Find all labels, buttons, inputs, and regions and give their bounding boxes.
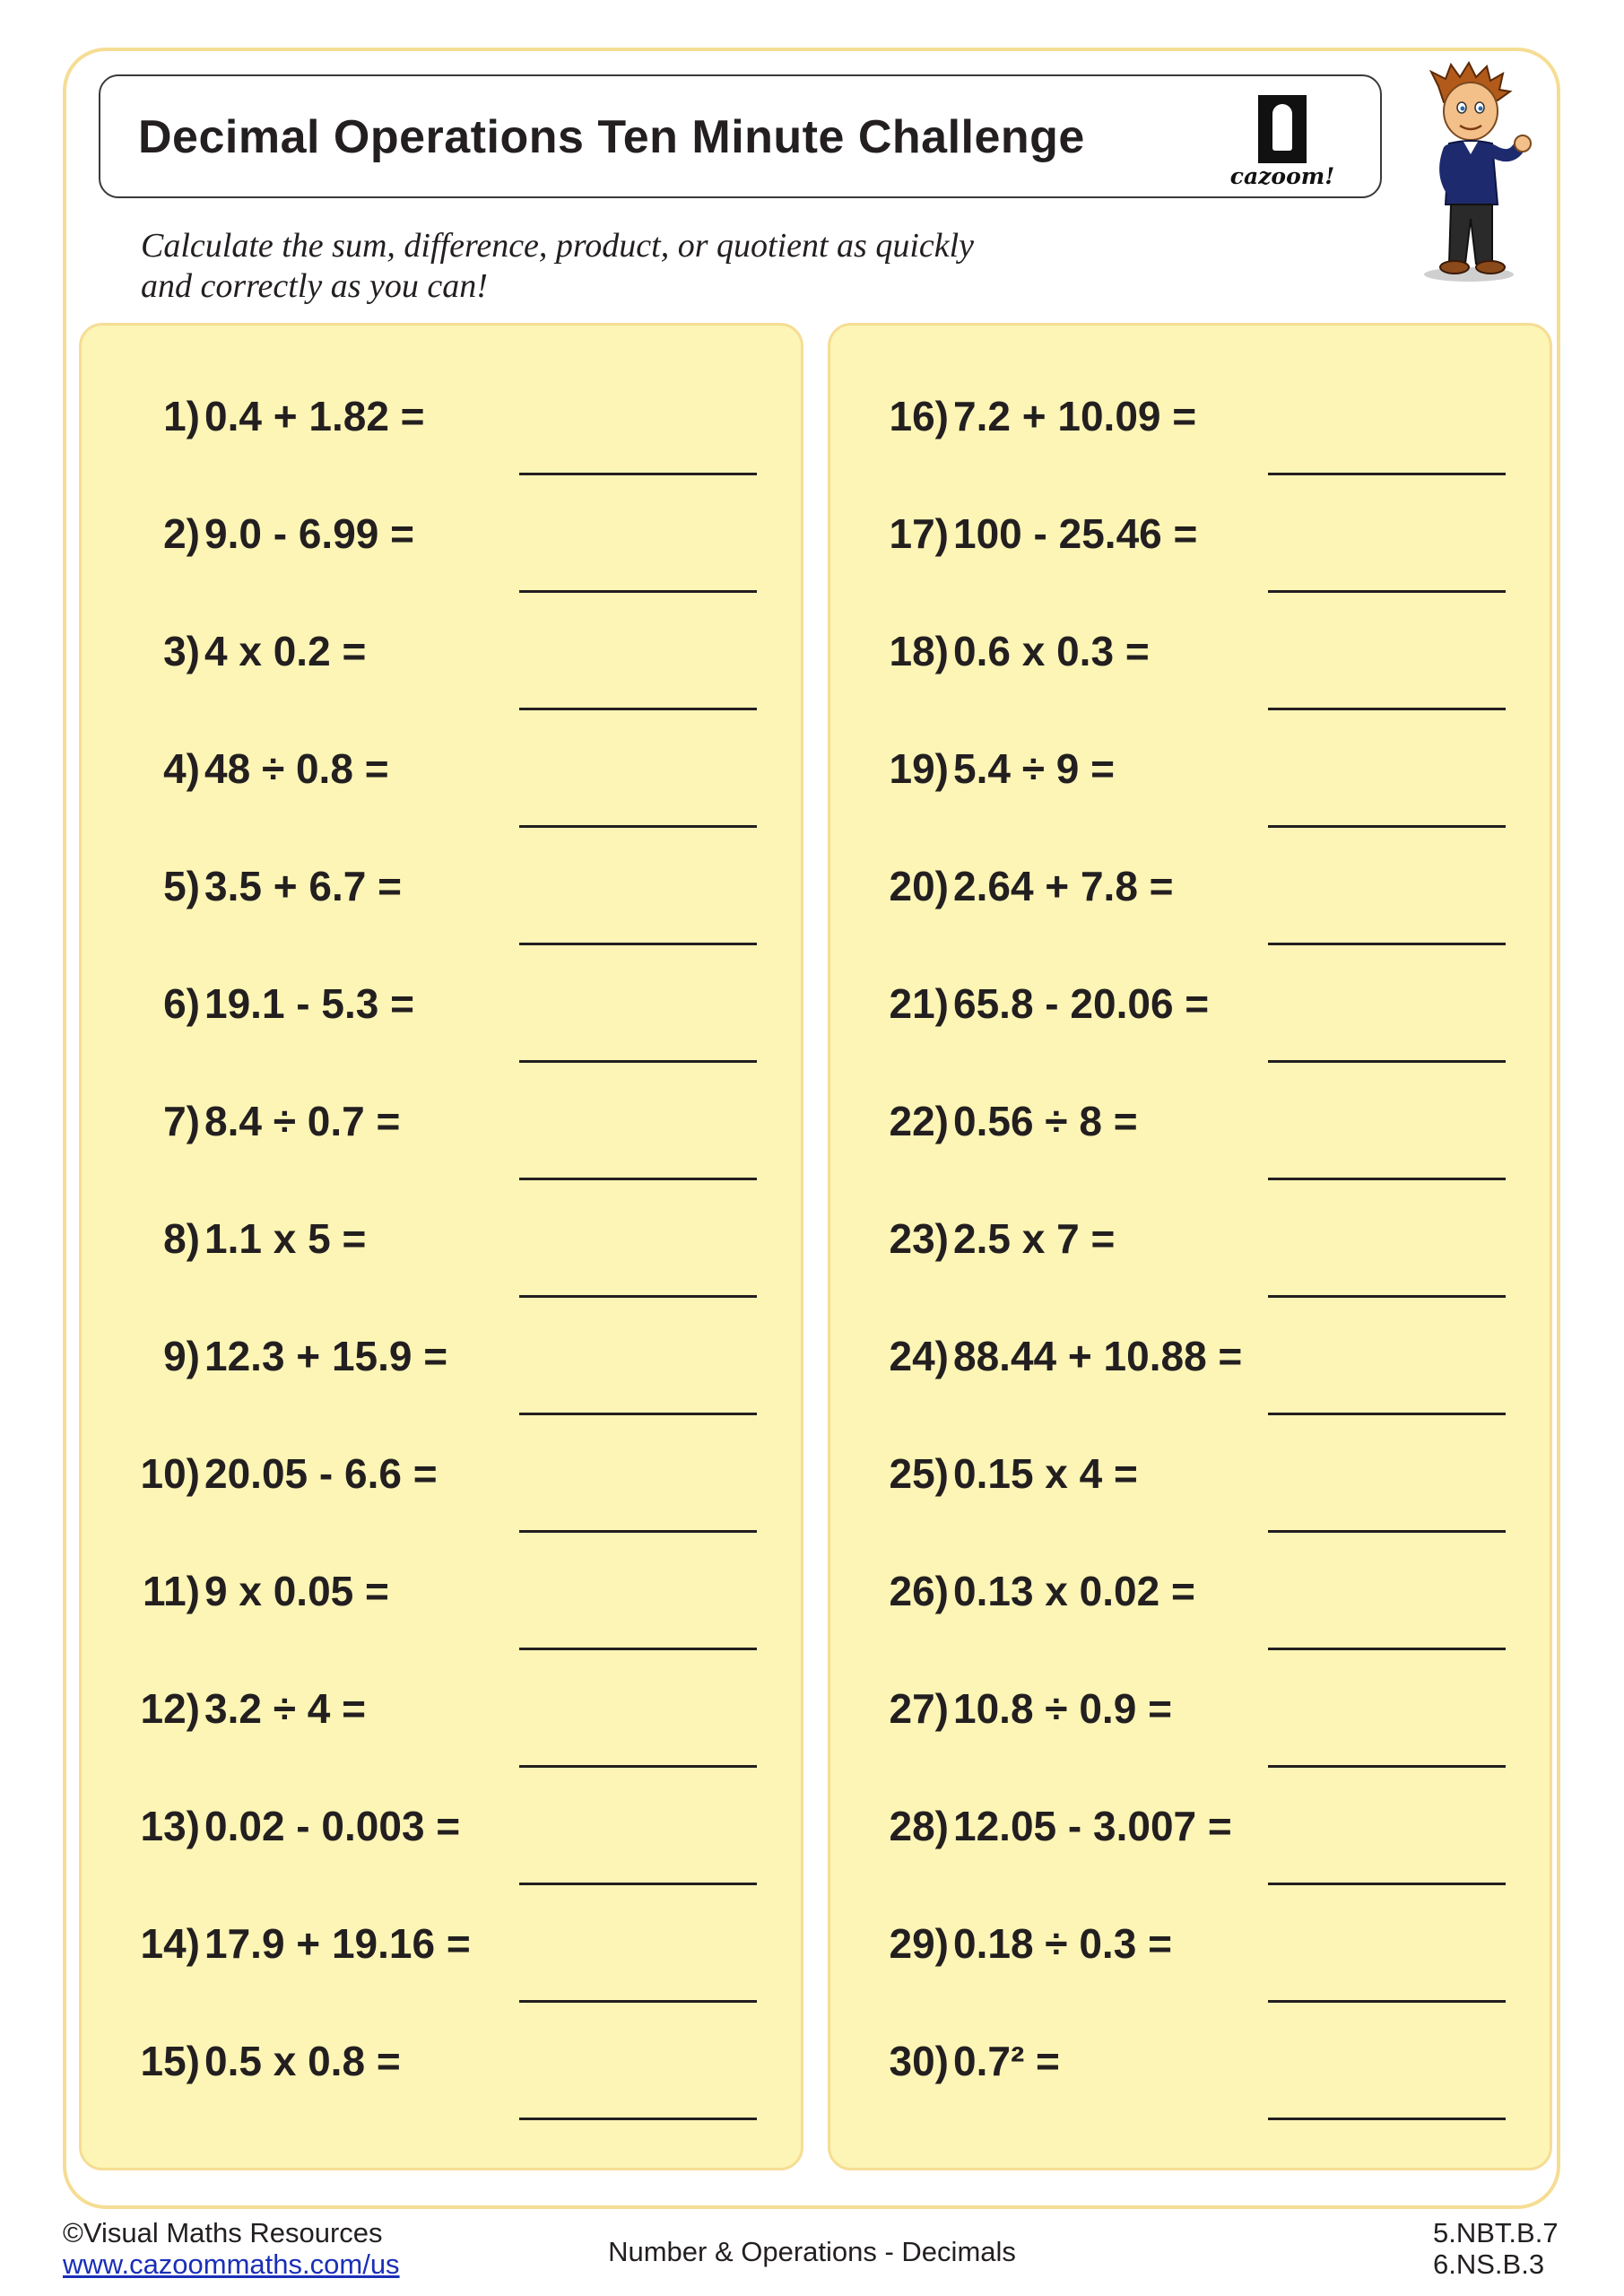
question-number: 5): [163, 863, 200, 909]
question-item: [830, 561, 1550, 678]
question-item: [830, 1031, 1550, 1148]
question-item: [82, 326, 801, 443]
question-item: [830, 796, 1550, 913]
question-expression: 88.44 + 10.88 =: [953, 1333, 1243, 1379]
question-expression: 4 x 0.2 =: [204, 628, 367, 674]
logo-wordmark: cazoom!: [1229, 163, 1335, 189]
website-link[interactable]: www.cazoommaths.com/us: [63, 2248, 400, 2280]
question-number: 1): [163, 393, 200, 439]
standard-code: 6.NS.B.3: [1433, 2248, 1545, 2280]
question-expression: 48 ÷ 0.8 =: [204, 745, 389, 792]
question-expression: 19.1 - 5.3 =: [204, 980, 414, 1027]
question-number: 9): [163, 1333, 200, 1379]
question-number: 21): [889, 980, 949, 1027]
answer-line[interactable]: [1268, 2118, 1506, 2120]
instructions-line-2: and correctly as you can!: [141, 267, 488, 305]
question-expression: 0.13 x 0.02 =: [953, 1568, 1195, 1614]
question-item: [830, 1735, 1550, 1853]
question-number: 22): [889, 1098, 949, 1144]
question-expression: 8.4 ÷ 0.7 =: [204, 1098, 401, 1144]
question-item: [830, 1265, 1550, 1383]
question-expression: 9.0 - 6.99 =: [204, 510, 414, 557]
copyright-text: ©Visual Maths Resources: [63, 2217, 383, 2248]
question-number: 11): [143, 1568, 200, 1614]
question-number: 20): [889, 863, 949, 909]
question-expression: 0.15 x 4 =: [953, 1450, 1138, 1497]
question-expression: 20.05 - 6.6 =: [204, 1450, 438, 1497]
questions-panel-left: [79, 323, 803, 2170]
question-item: [82, 443, 801, 561]
question-item: [82, 913, 801, 1031]
question-expression: 0.5 x 0.8 =: [204, 2038, 401, 2084]
instructions: [141, 226, 1091, 307]
question-expression: 2.5 x 7 =: [953, 1215, 1116, 1262]
question-expression: 0.4 + 1.82 =: [204, 393, 425, 439]
question-item: [82, 1970, 801, 2088]
question-item: [830, 443, 1550, 561]
question-number: 28): [889, 1803, 949, 1849]
question-number: 2): [163, 510, 200, 557]
question-item: [830, 1618, 1550, 1735]
question-item: [830, 326, 1550, 443]
question-expression: 3.5 + 6.7 =: [204, 863, 402, 909]
worksheet-title: Decimal Operations Ten Minute Challenge: [138, 111, 1085, 163]
question-expression: 2.64 + 7.8 =: [953, 863, 1174, 909]
footer-standards: [1433, 2217, 1559, 2280]
question-item: [82, 1735, 801, 1853]
question-number: 10): [140, 1450, 200, 1497]
question-expression: 65.8 - 20.06 =: [953, 980, 1210, 1027]
question-item: [830, 1853, 1550, 1970]
question-expression: 12.05 - 3.007 =: [953, 1803, 1232, 1849]
question-item: [82, 796, 801, 913]
question-item: [830, 1970, 1550, 2088]
question-expression: 0.18 ÷ 0.3 =: [953, 1920, 1172, 1967]
questions-panel-right: [828, 323, 1552, 2170]
question-expression: 100 - 25.46 =: [953, 510, 1198, 557]
question-number: 6): [163, 980, 200, 1027]
question-expression: 0.56 ÷ 8 =: [953, 1098, 1138, 1144]
question-item: [830, 913, 1550, 1031]
mascot-boy-illustration: [1404, 61, 1539, 287]
question-number: 7): [163, 1098, 200, 1144]
question-expression: 3.2 ÷ 4 =: [204, 1685, 366, 1732]
question-item: [82, 1148, 801, 1265]
question-number: 8): [163, 1215, 200, 1262]
question-item: [830, 1383, 1550, 1500]
question-number: 25): [889, 1450, 949, 1497]
question-expression: 10.8 ÷ 0.9 =: [953, 1685, 1172, 1732]
question-number: 30): [889, 2038, 949, 2084]
question-item: [82, 1031, 801, 1148]
footer-topic: Number & Operations - Decimals: [608, 2236, 1016, 2267]
question-number: 17): [889, 510, 949, 557]
question-item: [82, 561, 801, 678]
question-item: [82, 1265, 801, 1383]
question-number: 16): [889, 393, 949, 439]
cazoom-logo: [1224, 88, 1341, 188]
question-expression: 0.7² =: [953, 2038, 1060, 2084]
question-expression: 1.1 x 5 =: [204, 1215, 367, 1262]
question-item: [830, 678, 1550, 796]
standard-code: 5.NBT.B.7: [1433, 2217, 1559, 2248]
question-item: [830, 1500, 1550, 1618]
question-number: 18): [889, 628, 949, 674]
instructions-line-1: Calculate the sum, difference, product, or quotient as quickly: [141, 227, 975, 265]
question-number: 12): [140, 1685, 200, 1732]
question-number: 13): [140, 1803, 200, 1849]
question-number: 27): [889, 1685, 949, 1732]
question-number: 19): [889, 745, 949, 792]
question-expression: 17.9 + 19.16 =: [204, 1920, 471, 1967]
question-expression: 0.6 x 0.3 =: [953, 628, 1150, 674]
question-number: 26): [889, 1568, 949, 1614]
question-item: [82, 1383, 801, 1500]
question-number: 4): [163, 745, 200, 792]
logo-mark-icon: [1224, 88, 1341, 165]
answer-line[interactable]: [519, 2118, 757, 2120]
question-item: [82, 1618, 801, 1735]
question-item: [82, 678, 801, 796]
question-expression: 9 x 0.05 =: [204, 1568, 389, 1614]
question-number: 14): [140, 1920, 200, 1967]
question-item: [82, 1500, 801, 1618]
question-number: 24): [889, 1333, 949, 1379]
question-item: [82, 1853, 801, 1970]
question-expression: 7.2 + 10.09 =: [953, 393, 1197, 439]
question-item: [830, 1148, 1550, 1265]
question-expression: 12.3 + 15.9 =: [204, 1333, 448, 1379]
question-number: 29): [889, 1920, 949, 1967]
question-expression: 5.4 ÷ 9 =: [953, 745, 1115, 792]
question-number: 3): [163, 628, 200, 674]
title-box: [99, 74, 1382, 198]
question-number: 23): [889, 1215, 949, 1262]
question-expression: 0.02 - 0.003 =: [204, 1803, 461, 1849]
question-number: 15): [140, 2038, 200, 2084]
